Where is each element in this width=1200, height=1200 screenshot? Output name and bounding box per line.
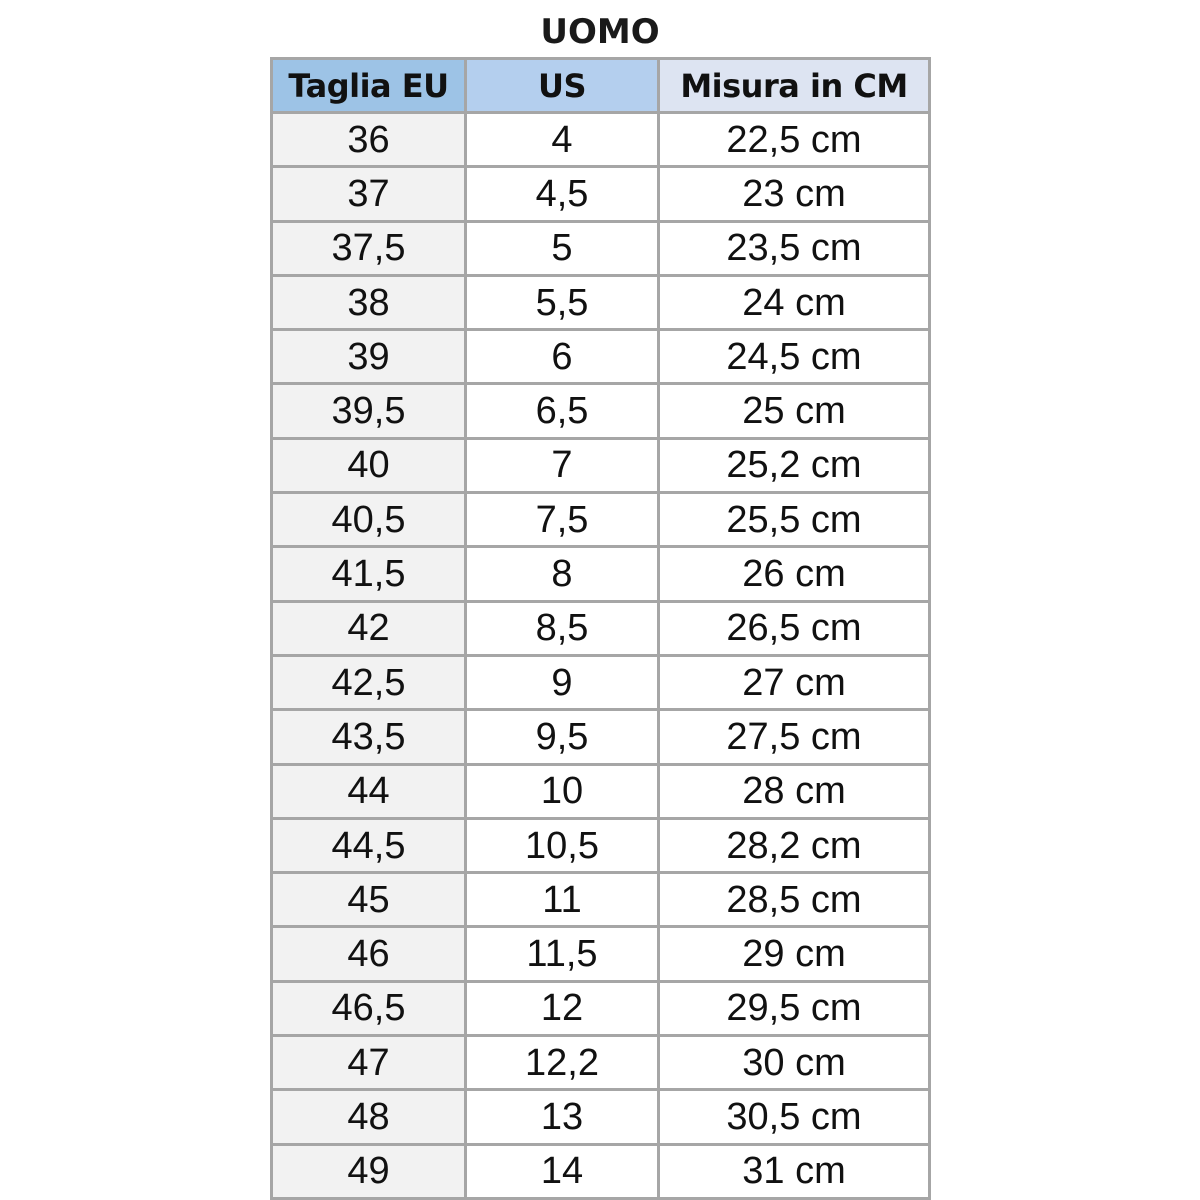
cell-us: 4 — [466, 113, 659, 167]
table-row — [272, 1090, 930, 1144]
header-row — [272, 59, 930, 113]
header-us: US — [466, 59, 659, 113]
cell-us: 5 — [466, 221, 659, 275]
cell-misura-cm: 30 cm — [659, 1036, 930, 1090]
cell-taglia-eu: 48 — [272, 1090, 466, 1144]
cell-taglia-eu: 43,5 — [272, 710, 466, 764]
cell-us: 9,5 — [466, 710, 659, 764]
cell-taglia-eu: 38 — [272, 275, 466, 329]
cell-misura-cm: 29 cm — [659, 927, 930, 981]
cell-taglia-eu: 42,5 — [272, 655, 466, 709]
header-taglia-eu: Taglia EU — [272, 59, 466, 113]
cell-misura-cm: 22,5 cm — [659, 113, 930, 167]
cell-misura-cm: 24,5 cm — [659, 330, 930, 384]
cell-misura-cm: 25 cm — [659, 384, 930, 438]
table-row — [272, 221, 930, 275]
cell-taglia-eu: 45 — [272, 873, 466, 927]
header-misura-cm: Misura in CM — [659, 59, 930, 113]
page-title: UOMO — [540, 12, 660, 52]
cell-misura-cm: 28,5 cm — [659, 873, 930, 927]
cell-misura-cm: 28,2 cm — [659, 818, 930, 872]
cell-misura-cm: 28 cm — [659, 764, 930, 818]
table-row — [272, 384, 930, 438]
table-header — [272, 59, 930, 113]
table-row — [272, 547, 930, 601]
cell-misura-cm: 23,5 cm — [659, 221, 930, 275]
cell-taglia-eu: 36 — [272, 113, 466, 167]
cell-us: 14 — [466, 1144, 659, 1198]
cell-taglia-eu: 47 — [272, 1036, 466, 1090]
table-row — [272, 167, 930, 221]
cell-taglia-eu: 41,5 — [272, 547, 466, 601]
cell-misura-cm: 29,5 cm — [659, 981, 930, 1035]
table-row — [272, 1144, 930, 1198]
cell-taglia-eu: 46 — [272, 927, 466, 981]
cell-us: 12 — [466, 981, 659, 1035]
cell-misura-cm: 26 cm — [659, 547, 930, 601]
cell-taglia-eu: 37,5 — [272, 221, 466, 275]
cell-us: 4,5 — [466, 167, 659, 221]
cell-misura-cm: 30,5 cm — [659, 1090, 930, 1144]
table-body — [272, 113, 930, 1199]
cell-us: 7 — [466, 438, 659, 492]
cell-misura-cm: 23 cm — [659, 167, 930, 221]
cell-us: 11 — [466, 873, 659, 927]
cell-us: 10 — [466, 764, 659, 818]
cell-taglia-eu: 44,5 — [272, 818, 466, 872]
cell-misura-cm: 24 cm — [659, 275, 930, 329]
table-row — [272, 927, 930, 981]
cell-us: 7,5 — [466, 493, 659, 547]
cell-taglia-eu: 46,5 — [272, 981, 466, 1035]
table-row — [272, 493, 930, 547]
table-row — [272, 113, 930, 167]
table-row — [272, 330, 930, 384]
cell-us: 8 — [466, 547, 659, 601]
table-row — [272, 655, 930, 709]
table-row — [272, 275, 930, 329]
table-row — [272, 601, 930, 655]
cell-taglia-eu: 44 — [272, 764, 466, 818]
cell-us: 6,5 — [466, 384, 659, 438]
cell-taglia-eu: 49 — [272, 1144, 466, 1198]
cell-us: 13 — [466, 1090, 659, 1144]
cell-us: 11,5 — [466, 927, 659, 981]
table-row — [272, 873, 930, 927]
cell-us: 5,5 — [466, 275, 659, 329]
cell-misura-cm: 25,5 cm — [659, 493, 930, 547]
cell-taglia-eu: 40 — [272, 438, 466, 492]
cell-misura-cm: 31 cm — [659, 1144, 930, 1198]
cell-taglia-eu: 37 — [272, 167, 466, 221]
size-table — [270, 57, 931, 1200]
cell-misura-cm: 27 cm — [659, 655, 930, 709]
cell-misura-cm: 25,2 cm — [659, 438, 930, 492]
cell-us: 12,2 — [466, 1036, 659, 1090]
cell-misura-cm: 26,5 cm — [659, 601, 930, 655]
cell-taglia-eu: 39 — [272, 330, 466, 384]
cell-us: 10,5 — [466, 818, 659, 872]
table-row — [272, 438, 930, 492]
cell-us: 9 — [466, 655, 659, 709]
table-row — [272, 764, 930, 818]
table-row — [272, 1036, 930, 1090]
cell-misura-cm: 27,5 cm — [659, 710, 930, 764]
cell-taglia-eu: 40,5 — [272, 493, 466, 547]
table-row — [272, 710, 930, 764]
cell-us: 8,5 — [466, 601, 659, 655]
table-row — [272, 981, 930, 1035]
cell-us: 6 — [466, 330, 659, 384]
table-row — [272, 818, 930, 872]
cell-taglia-eu: 42 — [272, 601, 466, 655]
cell-taglia-eu: 39,5 — [272, 384, 466, 438]
